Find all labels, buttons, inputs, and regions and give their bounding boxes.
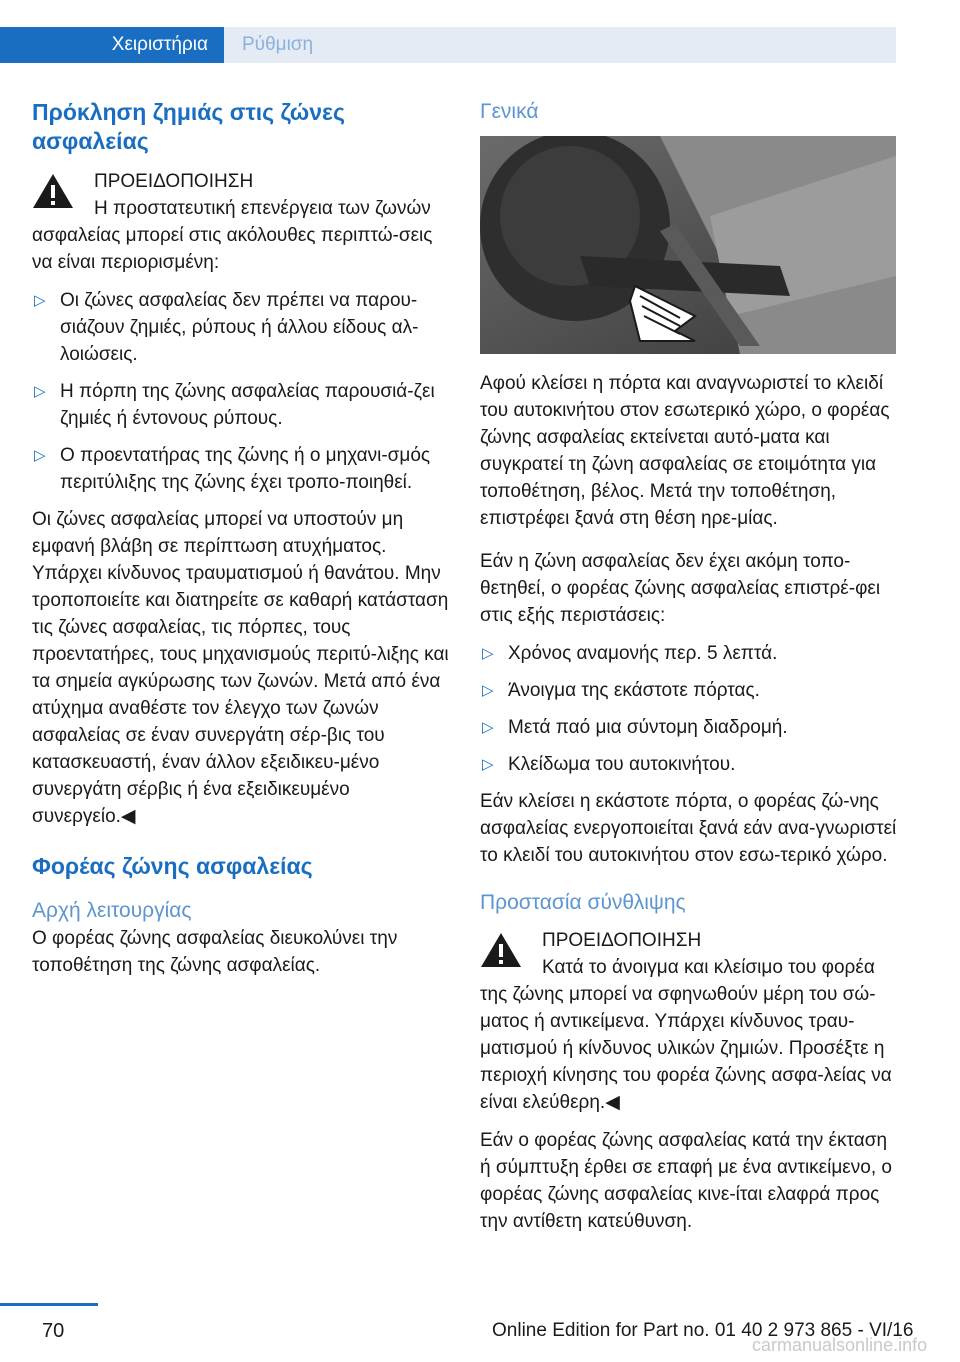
body-paragraph: Οι ζώνες ασφαλείας μπορεί να υποστούν μη εμφανή βλάβη σε περίπτωση ατυχήματος. Υπάρχει κίνδυνος τραυματισμού ή θανάτου. Μην τροποποιείτε και διατηρείτε σε καθαρή κατάσταση τις ζώνες ασφαλείας, τις πόρπες, τους προεντατήρες, τους μηχανισμούς περιτύ‐λιξης και τα σημεία αγκύρωσης των ζωνών. Μετά από ένα ατύχημα αναθέστε τον έλεγχο των ζωνών ασφαλείας σε έναν συνεργάτη σέρ‐βις του κατασκευαστή, έναν άλλον εξειδικευ‐μένο συνεργάτη σέρβις ή ένα εξειδικευμένο συνεργείο.◀ xyxy=(32,509,449,827)
body-paragraph: Εάν ο φορέας ζώνης ασφαλείας κατά την έκταση ή σύμπτυξη έρθει σε επαφή με ένα αντικείμενο, ο φορέας ζώνης ασφαλείας κινε‐ίται ελαφρά προς την αντίθετη κατεύθυνση. xyxy=(480,1130,892,1232)
list-item: ▷ Άνοιγμα της εκάστοτε πόρτας. xyxy=(480,677,900,704)
page-number: 70 xyxy=(42,1320,65,1342)
bullet-arrow-icon: ▷ xyxy=(482,682,494,699)
bullet-list xyxy=(480,640,900,778)
warning-box xyxy=(32,168,452,276)
tab-controls-label: Χειριστήρια xyxy=(111,34,208,55)
body-paragraph: Εάν κλείσει η εκάστοτε πόρτα, ο φορέας ζώ‐νης ασφαλείας ενεργοποιείται ξανά εάν ανα‐γνωριστεί το κλειδί του αυτοκινήτου στον εσω‐τερικό χώρο. xyxy=(480,791,897,866)
body-paragraph: Εάν η ζώνη ασφαλείας δεν έχει ακόμη τοπο‐θετηθεί, ο φορέας ζώνης ασφαλείας επιστρέ‐φει στις εξής περιστάσεις: xyxy=(480,551,881,626)
edition-text: Online Edition for Part no. 01 40 2 973 865 - VI/16 xyxy=(492,1320,914,1341)
left-column xyxy=(32,98,452,990)
list-item: ▷ Η πόρπη της ζώνης ασφαλείας παρουσιά‐ζει ζημιές ή έντονους ρύπους. xyxy=(32,378,452,432)
bullet-list xyxy=(32,287,452,496)
body-paragraph: Αφού κλείσει η πόρτα και αναγνωριστεί το κλειδί του αυτοκινήτου στον εσωτερικό χώρο, ο φορέας ζώνης ασφαλείας εκτείνεται αυτό‐ματα και συγκρατεί τη ζώνη ασφαλείας σε ετοιμότητα για τοποθέτηση, βέλος. Μετά την τοποθέτηση, επιστρέφει ξανά στη θέση ηρε‐μίας. xyxy=(480,373,890,529)
warning-box xyxy=(480,927,900,1116)
bullet-arrow-icon: ▷ xyxy=(482,756,494,773)
bullet-arrow-icon: ▷ xyxy=(34,292,46,309)
warning-text: Η προστατευτική επενέργεια των ζωνών ασφαλείας μπορεί στις ακόλουθες περιπτώ‐σεις να είναι περιορισμένη: xyxy=(32,198,433,273)
list-item: ▷ Χρόνος αναμονής περ. 5 λεπτά. xyxy=(480,640,900,667)
bullet-arrow-icon: ▷ xyxy=(482,719,494,736)
warning-icon xyxy=(32,172,74,210)
list-item: ▷ Ο προεντατήρας της ζώνης ή ο μηχανι‐σμός περιτύλιξης της ζώνης έχει τροπο‐ποιηθεί. xyxy=(32,442,452,496)
sub-heading-principle: Αρχή λειτουργίας xyxy=(32,899,192,922)
body-paragraph: Ο φορέας ζώνης ασφαλείας διευκολύνει την τοποθέτηση της ζώνης ασφαλείας. xyxy=(32,928,398,976)
chapter-header xyxy=(0,27,896,63)
warning-title: ΠΡΟΕΙΔΟΠΟΙΗΣΗ xyxy=(94,171,254,192)
bullet-arrow-icon: ▷ xyxy=(482,645,494,662)
sub-heading-general: Γενικά xyxy=(480,100,539,123)
bullet-arrow-icon: ▷ xyxy=(34,383,46,400)
right-column xyxy=(480,98,900,1246)
tab-controls[interactable] xyxy=(0,27,224,63)
warning-title: ΠΡΟΕΙΔΟΠΟΙΗΣΗ xyxy=(542,930,702,951)
tab-settings[interactable] xyxy=(224,27,896,63)
list-item: ▷ Κλείδωμα του αυτοκινήτου. xyxy=(480,751,900,778)
bullet-arrow-icon: ▷ xyxy=(34,447,46,464)
list-item: ▷ Μετά παό μια σύντομη διαδρομή. xyxy=(480,714,900,741)
belt-carrier-photo xyxy=(480,136,896,354)
warning-text: Κατά το άνοιγμα και κλείσιμο του φορέα της ζώνης μπορεί να σφηνωθούν μέρη του σώ‐ματος ή αντικείμενα. Υπάρχει κίνδυνος τραυ‐ματισμού ή κίνδυνος υλικών ζημιών. Προσέξτε η περιοχή κίνησης του φορέα ζώνης ασφα‐λείας να είναι ελεύθερη.◀ xyxy=(480,957,892,1113)
footer-rule xyxy=(0,1303,98,1306)
list-item: ▷ Οι ζώνες ασφαλείας δεν πρέπει να παρου‐σιάζουν ζημιές, ρύπους ή άλλου είδους αλ‐λοιώσεις. xyxy=(32,287,452,368)
watermark: carmanualsonline.info xyxy=(752,1335,928,1355)
sub-heading-pinch-protection: Προστασία σύνθλιψης xyxy=(480,891,686,914)
section-heading-belt-carrier: Φορέας ζώνης ασφαλείας xyxy=(32,853,313,879)
section-heading-belt-damage: Πρόκληση ζημιάς στις ζώνες ασφαλείας xyxy=(32,99,345,154)
tab-settings-label: Ρύθμιση xyxy=(242,34,314,55)
warning-icon xyxy=(480,931,522,969)
